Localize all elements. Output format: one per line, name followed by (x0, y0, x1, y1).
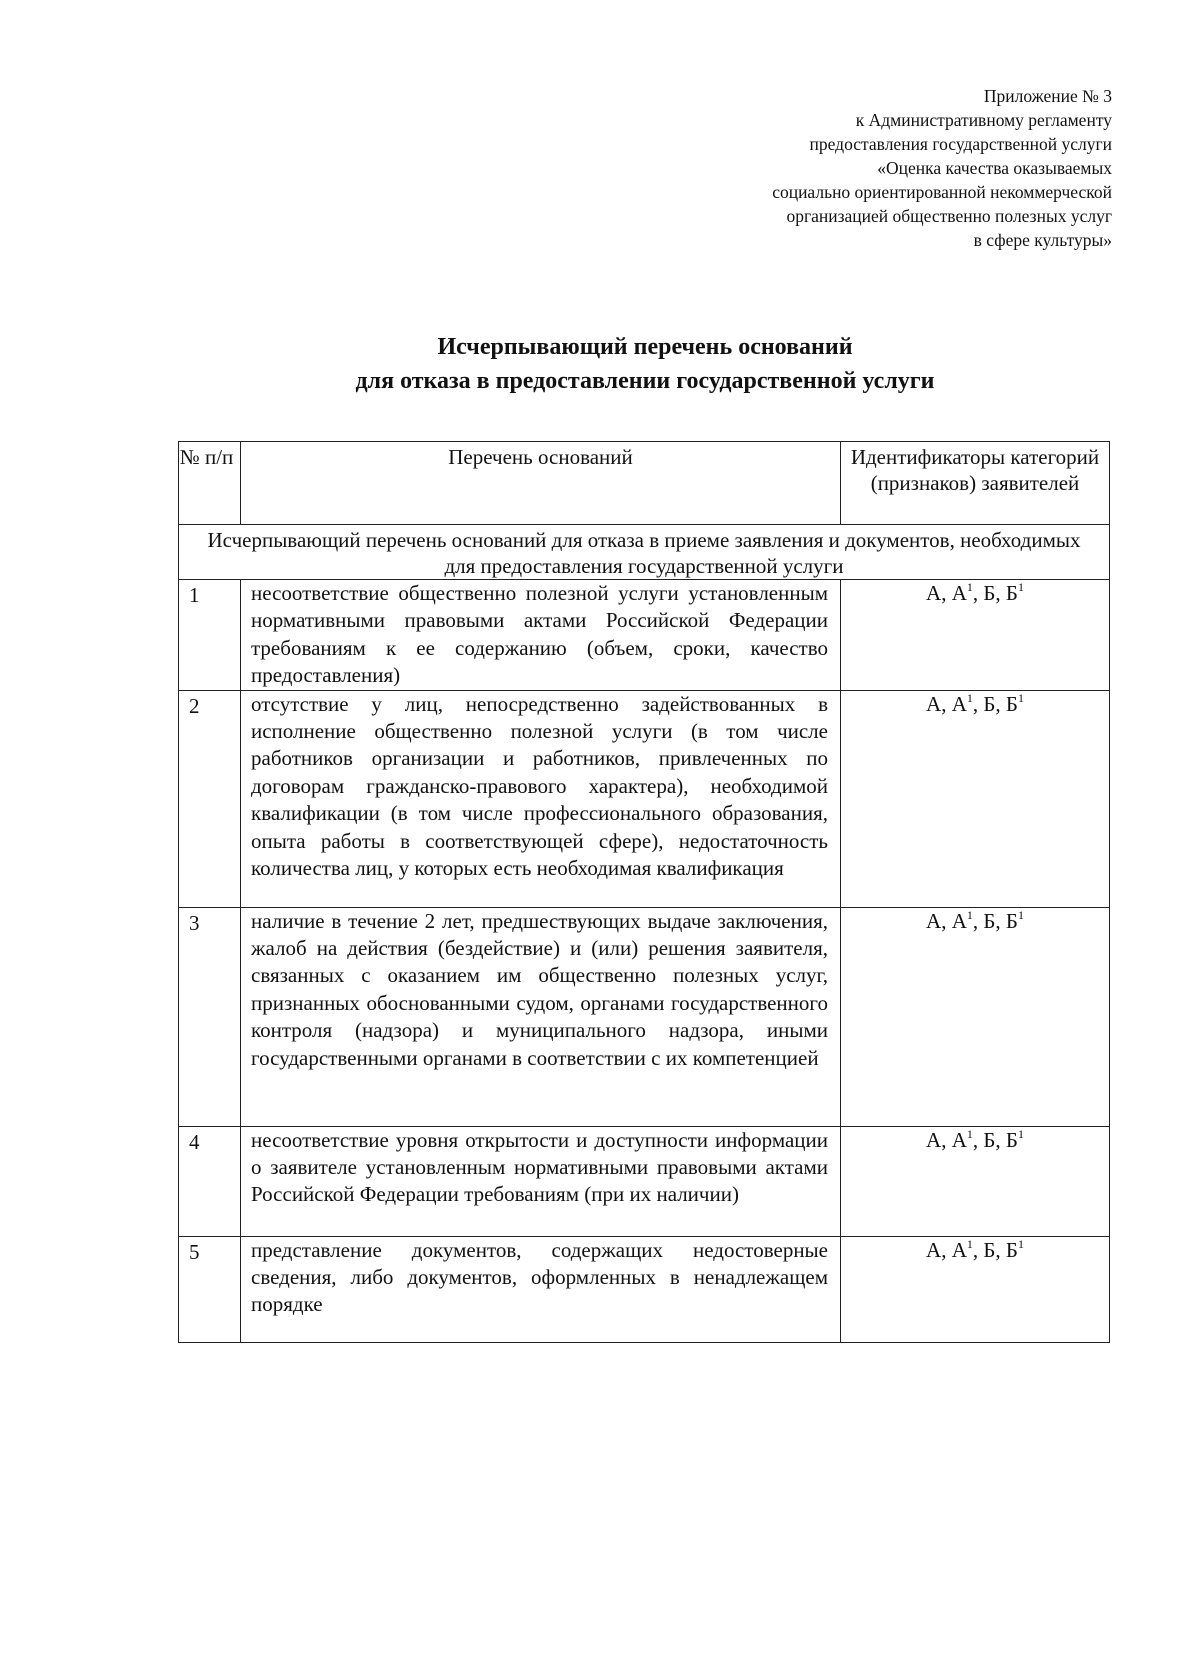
row-num: 3 (179, 907, 241, 1126)
row-num: 1 (179, 580, 241, 691)
row-identifiers: А, $А^1$, Б, $Б^1$ (841, 690, 1110, 907)
table-row (179, 1126, 1110, 1236)
identifier-code: А (926, 908, 942, 933)
identifier-code: $А^1$ (951, 1126, 973, 1152)
header-bases: Перечень оснований (241, 442, 841, 525)
header-identifiers: Идентификаторы категорий (признаков) заявителей (841, 442, 1110, 525)
appendix-line: к Административному регламенту (855, 110, 1112, 130)
table-row (179, 580, 1110, 691)
row-text: несоответствие общественно полезной услуги установленным нормативными правовыми актами Российской Федерации требованиям к ее содержанию (объем, сроки, качество предоставления) (241, 580, 841, 691)
identifier-code: $Б^1$ (1005, 907, 1024, 933)
appendix-line: «Оценка качества оказываемых (877, 158, 1112, 178)
table-row (179, 690, 1110, 907)
identifier-code: Б (983, 1127, 996, 1152)
grounds-table (178, 441, 1110, 1343)
row-identifiers: А, $А^1$, Б, $Б^1$ (841, 1236, 1110, 1342)
row-num: 2 (179, 690, 241, 907)
appendix-block (592, 84, 1112, 252)
identifier-code: А (926, 691, 942, 716)
identifier-code: А (926, 1237, 942, 1262)
title-line-1: Исчерпывающий перечень оснований (437, 334, 853, 360)
identifier-code: А (926, 581, 942, 605)
row-identifiers: А, $А^1$, Б, $Б^1$ (841, 1126, 1110, 1236)
title-line-2: для отказа в предоставлении государственной услуги (355, 368, 935, 394)
section-row (179, 525, 1110, 580)
row-text: несоответствие уровня открытости и доступности информации о заявителе установленным нормативными правовыми актами Российской Федерации требованиям (при их наличии) (241, 1126, 841, 1236)
identifier-code: $А^1$ (951, 907, 973, 933)
row-identifiers: А, $А^1$, Б, $Б^1$ (841, 907, 1110, 1126)
identifier-code: $А^1$ (951, 690, 973, 716)
appendix-line: Приложение № 3 (983, 86, 1112, 106)
table-row (179, 1236, 1110, 1342)
identifier-code: $А^1$ (951, 580, 973, 605)
table-row (179, 907, 1110, 1126)
identifier-code: $Б^1$ (1005, 1126, 1024, 1152)
row-num: 4 (179, 1126, 241, 1236)
row-identifiers: А, $А^1$, Б, $Б^1$ (841, 580, 1110, 691)
identifier-code: $Б^1$ (1005, 1236, 1024, 1262)
table-header-row (179, 442, 1110, 525)
appendix-line: в сфере культуры» (973, 230, 1112, 250)
appendix-line: организацией общественно полезных услуг (786, 206, 1112, 226)
row-text: наличие в течение 2 лет, предшествующих выдаче заключения, жалоб на действия (бездействие) и (или) решения заявителя, связанных с оказанием им общественно полезных услуг, признанных обоснованными судом, органами государственного контроля (надзора) и муниципального надзора, иными государственными органами в соответствии с их компетенцией (241, 907, 841, 1126)
row-text: отсутствие у лиц, непосредственно задействованных в исполнение общественно полезной услуги (в том числе работников организации и работников, привлеченных по договорам гражданско-правового характера), необходимой квалификации (в том числе профессионального образования, опыта работы в соответствующей сфере), недостаточность количества лиц, у которых есть необходимая квалификация (241, 690, 841, 907)
identifier-code: Б (983, 691, 996, 716)
header-num: № п/п (179, 442, 241, 525)
identifier-code: Б (983, 581, 996, 605)
document-title (0, 330, 1200, 398)
appendix-line: социально ориентированной некоммерческой (772, 182, 1112, 202)
row-text: представление документов, содержащих недостоверные сведения, либо документов, оформленных в ненадлежащем порядке (241, 1236, 841, 1342)
appendix-line: предоставления государственной услуги (809, 134, 1112, 154)
identifier-code: Б (983, 908, 996, 933)
identifier-code: $А^1$ (951, 1236, 973, 1262)
identifier-code: Б (983, 1237, 996, 1262)
row-num: 5 (179, 1236, 241, 1342)
section-title: Исчерпывающий перечень оснований для отказа в приеме заявления и документов, необходимых для предоставления государственной услуги (179, 525, 1110, 580)
identifier-code: $Б^1$ (1005, 690, 1024, 716)
identifier-code: А (926, 1127, 942, 1152)
identifier-code: $Б^1$ (1005, 580, 1024, 605)
